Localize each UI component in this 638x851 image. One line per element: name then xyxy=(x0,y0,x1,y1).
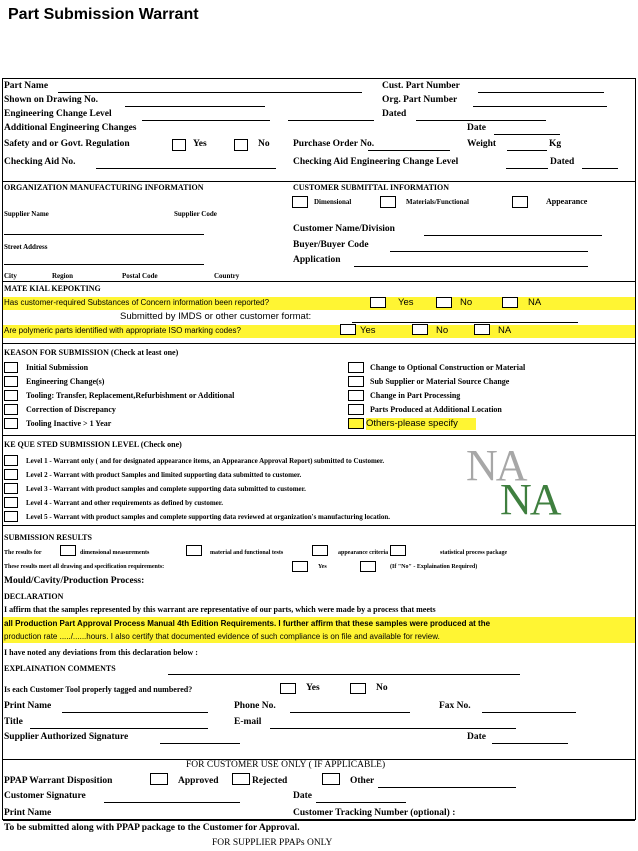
supplier-signature-field[interactable] xyxy=(160,743,240,744)
street-field[interactable] xyxy=(4,264,204,265)
street-label: Street Address xyxy=(4,243,48,251)
reason-others-label: Others-please specify xyxy=(366,418,476,430)
divider xyxy=(3,181,635,182)
dimensional-checkbox[interactable] xyxy=(292,196,308,208)
declaration-line-3: production rate ...../......hours. I also certify that documented evidence of such compliance is on file and available for review. xyxy=(4,632,440,641)
imds-field[interactable] xyxy=(352,322,578,323)
customer-date-field[interactable] xyxy=(316,802,406,803)
submission-note: To be submitted along with PPAP package to the Customer for Approval. xyxy=(4,823,300,833)
date-label: Date xyxy=(467,123,486,133)
customer-use-header: FOR CUSTOMER USE ONLY ( IF APPLICABLE) xyxy=(186,760,386,770)
level-1-label: Level 1 - Warrant only ( and for designated appearance items, an Appearance Approval Report) submitted to Customer. xyxy=(26,457,385,465)
checking-aid-label: Checking Aid No. xyxy=(4,157,76,167)
divider xyxy=(3,435,635,436)
other-checkbox[interactable] xyxy=(322,773,340,785)
safety-reg-label: Safety and or Govt. Regulation xyxy=(4,139,130,149)
material-q1-yes-checkbox[interactable] xyxy=(370,297,386,308)
print-name-field[interactable] xyxy=(62,712,208,713)
disposition-label: PPAP Warrant Disposition xyxy=(4,776,113,786)
org-info-header: ORGANIZATION MANUFACTURING INFORMATION xyxy=(4,183,204,192)
region-label: Region xyxy=(52,272,73,280)
purchase-order-field[interactable] xyxy=(368,150,450,151)
mould-label: Mould/Cavity/Production Process: xyxy=(4,576,145,586)
na-stamp-bottom: NA xyxy=(500,475,560,524)
approved-checkbox[interactable] xyxy=(150,773,168,785)
reason-part-processing-checkbox[interactable] xyxy=(348,390,364,401)
eng-change-level-label: Engineering Change Level xyxy=(4,109,112,119)
phone-label: Phone No. xyxy=(234,701,276,711)
declaration-line-4: I have noted any deviations from this declaration below : xyxy=(4,648,198,657)
meets-requirements-label: These results meet all drawing and specification requirements: xyxy=(4,564,165,570)
rejected-label: Rejected xyxy=(252,776,288,786)
dimensional-results-label: dimensional measurements xyxy=(80,550,150,556)
material-q1-no: No xyxy=(460,297,473,308)
dated2-field[interactable] xyxy=(582,168,618,169)
safety-no-label: No xyxy=(258,139,270,149)
weight-label: Weight xyxy=(467,139,497,149)
material-q1-no-checkbox[interactable] xyxy=(436,297,452,308)
supplier-name-label: Supplier Name xyxy=(4,210,49,218)
level-2-label: Level 2 - Warrant with product Samples and limited supporting data submitted to customer. xyxy=(26,471,302,479)
dated-field[interactable] xyxy=(416,120,546,121)
reason-additional-location-checkbox[interactable] xyxy=(348,404,364,415)
meets-yes-label: Yes xyxy=(318,564,327,570)
level-3-checkbox[interactable] xyxy=(4,483,18,494)
org-part-number-field[interactable] xyxy=(473,106,607,107)
material-q2-na-checkbox[interactable] xyxy=(474,324,490,335)
na-stamp-top: NA xyxy=(466,441,526,490)
customer-name-label: Customer Name/Division xyxy=(293,224,395,234)
level-4-label: Level 4 - Warrant and other requirements as defined by customer. xyxy=(26,499,223,507)
safety-yes-checkbox[interactable] xyxy=(172,139,186,151)
supplier-signature-label: Supplier Authorized Signature xyxy=(4,732,129,742)
additional-changes-label: Additional Engineering Changes xyxy=(4,123,137,133)
print-name-label: Print Name xyxy=(4,701,52,711)
material-q1-yes: Yes xyxy=(398,297,414,308)
appearance-checkbox[interactable] xyxy=(512,196,528,208)
meets-no-explanation: (If "No" - Explaination Required) xyxy=(390,564,478,570)
appearance-label: Appearance xyxy=(546,197,588,206)
checking-aid-field[interactable] xyxy=(96,168,276,169)
email-label: E-mail xyxy=(234,717,262,727)
dated2-label: Dated xyxy=(550,157,575,167)
application-field[interactable] xyxy=(354,266,588,267)
reason-correction-checkbox[interactable] xyxy=(4,404,18,415)
postal-label: Postal Code xyxy=(122,272,158,280)
level-5-checkbox[interactable] xyxy=(4,511,18,522)
cust-part-number-label: Cust. Part Number xyxy=(382,81,460,91)
date-field[interactable] xyxy=(494,134,560,135)
supplier-date-field[interactable] xyxy=(492,743,568,744)
buyer-label: Buyer/Buyer Code xyxy=(293,240,369,250)
material-q1-na: NA xyxy=(528,297,542,308)
reason-sub-supplier-label: Sub Supplier or Material Source Change xyxy=(370,377,510,386)
level-1-checkbox[interactable] xyxy=(4,455,18,466)
customer-print-name-field[interactable] xyxy=(60,819,236,820)
drawing-no-field[interactable] xyxy=(125,106,265,107)
fax-field[interactable] xyxy=(482,712,576,713)
appearance-results-checkbox[interactable] xyxy=(312,545,328,556)
dimensional-results-checkbox[interactable] xyxy=(60,545,76,556)
tool-yes-checkbox[interactable] xyxy=(280,683,296,694)
drawing-no-label: Shown on Drawing No. xyxy=(4,95,98,105)
city-label: City xyxy=(4,272,17,280)
reason-optional-construction-checkbox[interactable] xyxy=(348,362,364,373)
cust-part-number-field[interactable] xyxy=(478,92,604,93)
tool-question: Is each Customer Tool properly tagged and numbered? xyxy=(4,685,193,694)
material-q2: Are polymeric parts identified with appropriate ISO marking codes? xyxy=(4,326,241,335)
reason-sub-supplier-checkbox[interactable] xyxy=(348,376,364,387)
declaration-line-2: all Production Part Approval Process Manual 4th Edition Requirements. I further affirm that these samples were produced at the xyxy=(4,619,491,628)
divider xyxy=(3,525,635,526)
results-header: SUBMISSION RESULTS xyxy=(4,533,92,542)
materials-checkbox[interactable] xyxy=(380,196,396,208)
part-name-field[interactable] xyxy=(58,92,362,93)
material-q2-no: No xyxy=(436,325,449,336)
meets-yes-checkbox[interactable] xyxy=(292,561,308,572)
dimensional-label: Dimensional xyxy=(314,198,352,206)
divider xyxy=(3,343,635,344)
reason-inactive-checkbox[interactable] xyxy=(4,418,18,429)
reason-additional-location-label: Parts Produced at Additional Location xyxy=(370,405,502,414)
results-for-label: The results for xyxy=(4,550,42,556)
divider xyxy=(3,820,635,821)
material-q2-na: NA xyxy=(498,325,512,336)
other-label: Other xyxy=(350,776,375,786)
level-3-label: Level 3 - Warrant with product samples and complete supporting data submitted to customer. xyxy=(26,485,306,493)
safety-yes-label: Yes xyxy=(193,139,207,149)
other-field[interactable] xyxy=(378,787,516,788)
reason-header: KEASON FOR SUBMISSION (Check at least one) xyxy=(4,348,179,357)
part-name-label: Part Name xyxy=(4,81,49,91)
tool-yes-label: Yes xyxy=(306,683,320,693)
fax-label: Fax No. xyxy=(439,701,471,711)
material-q2-yes: Yes xyxy=(360,325,376,336)
customer-signature-label: Customer Signature xyxy=(4,791,86,801)
checking-aid-change-field[interactable] xyxy=(506,168,548,169)
material-results-label: material and functional tests xyxy=(210,550,284,556)
declaration-line-1: I affirm that the samples represented by this warrant are representative of our parts, which were made by a process that meets xyxy=(4,605,436,614)
meets-no-checkbox[interactable] xyxy=(360,561,376,572)
tool-no-checkbox[interactable] xyxy=(350,683,366,694)
dated-label: Dated xyxy=(382,109,407,119)
level-header: KE QUE STED SUBMISSION LEVEL (Check one) xyxy=(4,440,182,449)
materials-label: Materials/Functional xyxy=(406,198,469,206)
material-q1: Has customer-required Substances of Concern information been reported? xyxy=(4,298,270,307)
tool-no-label: No xyxy=(376,683,388,693)
tracking-label: Customer Tracking Number (optional) : xyxy=(293,808,456,818)
reason-correction-label: Correction of Discrepancy xyxy=(26,405,116,414)
weight-field[interactable] xyxy=(507,150,547,151)
buyer-field[interactable] xyxy=(390,251,588,252)
org-part-number-label: Org. Part Number xyxy=(382,95,458,105)
reason-others-checkbox[interactable] xyxy=(348,418,364,429)
kg-label: Kg xyxy=(549,139,562,149)
title-field[interactable] xyxy=(30,728,208,729)
explanation-header: EXPLAINATION COMMENTS xyxy=(4,664,116,673)
statistical-results-label: statistical process package xyxy=(440,550,508,556)
phone-field[interactable] xyxy=(290,712,410,713)
country-label: Country xyxy=(214,272,240,280)
level-4-checkbox[interactable] xyxy=(4,497,18,508)
customer-date-label: Date xyxy=(293,791,312,801)
reason-tooling-label: Tooling: Transfer, Replacement,Refurbishment or Additional xyxy=(26,391,235,400)
title-label: Title xyxy=(4,717,23,727)
customer-name-field[interactable] xyxy=(424,235,602,236)
material-q1-na-checkbox[interactable] xyxy=(502,297,518,308)
reason-initial-label: Initial Submission xyxy=(26,363,89,372)
reason-optional-construction-label: Change to Optional Construction or Material xyxy=(370,363,526,372)
checking-aid-change-label: Checking Aid Engineering Change Level xyxy=(293,157,459,167)
customer-print-name-label: Print Name xyxy=(4,808,52,818)
supplier-code-label: Supplier Code xyxy=(174,210,217,218)
material-header: MATE KIAL KEPOKTING xyxy=(4,284,101,293)
declaration-header: DECLARATION xyxy=(4,592,64,601)
email-field[interactable] xyxy=(270,728,516,729)
reason-inactive-label: Tooling Inactive > 1 Year xyxy=(26,419,112,428)
level-5-label: Level 5 - Warrant with product samples and complete supporting data reviewed at organization's manufacturing location. xyxy=(26,513,390,521)
explanation-field[interactable] xyxy=(168,674,520,675)
reason-eng-change-label: Engineering Change(s) xyxy=(26,377,105,386)
reason-eng-change-checkbox[interactable] xyxy=(4,376,18,387)
reason-part-processing-label: Change in Part Processing xyxy=(370,391,461,400)
divider xyxy=(3,281,635,282)
approved-label: Approved xyxy=(178,776,219,786)
eng-change-level-field[interactable] xyxy=(142,120,270,121)
supplier-only-note: FOR SUPPLIER PPAPs ONLY xyxy=(212,838,333,848)
eng-change-level-field-2[interactable] xyxy=(288,120,374,121)
safety-no-checkbox[interactable] xyxy=(234,139,248,151)
imds-label: Submitted by IMDS or other customer format: xyxy=(120,311,312,322)
material-q2-yes-checkbox[interactable] xyxy=(340,324,356,335)
purchase-order-label: Purchase Order No. xyxy=(293,139,375,149)
level-2-checkbox[interactable] xyxy=(4,469,18,480)
reason-initial-checkbox[interactable] xyxy=(4,362,18,373)
statistical-results-checkbox[interactable] xyxy=(390,545,406,556)
page-title: Part Submission Warrant xyxy=(8,6,199,23)
material-results-checkbox[interactable] xyxy=(186,545,202,556)
material-q2-no-checkbox[interactable] xyxy=(412,324,428,335)
customer-signature-field[interactable] xyxy=(104,802,240,803)
application-label: Application xyxy=(293,255,341,265)
supplier-name-field[interactable] xyxy=(4,234,204,235)
customer-info-header: CUSTOMER SUBMITTAL INFORMATION xyxy=(293,183,450,192)
appearance-results-label: appearance criteria xyxy=(338,550,389,556)
reason-tooling-checkbox[interactable] xyxy=(4,390,18,401)
rejected-checkbox[interactable] xyxy=(232,773,250,785)
supplier-date-label: Date xyxy=(467,732,486,742)
